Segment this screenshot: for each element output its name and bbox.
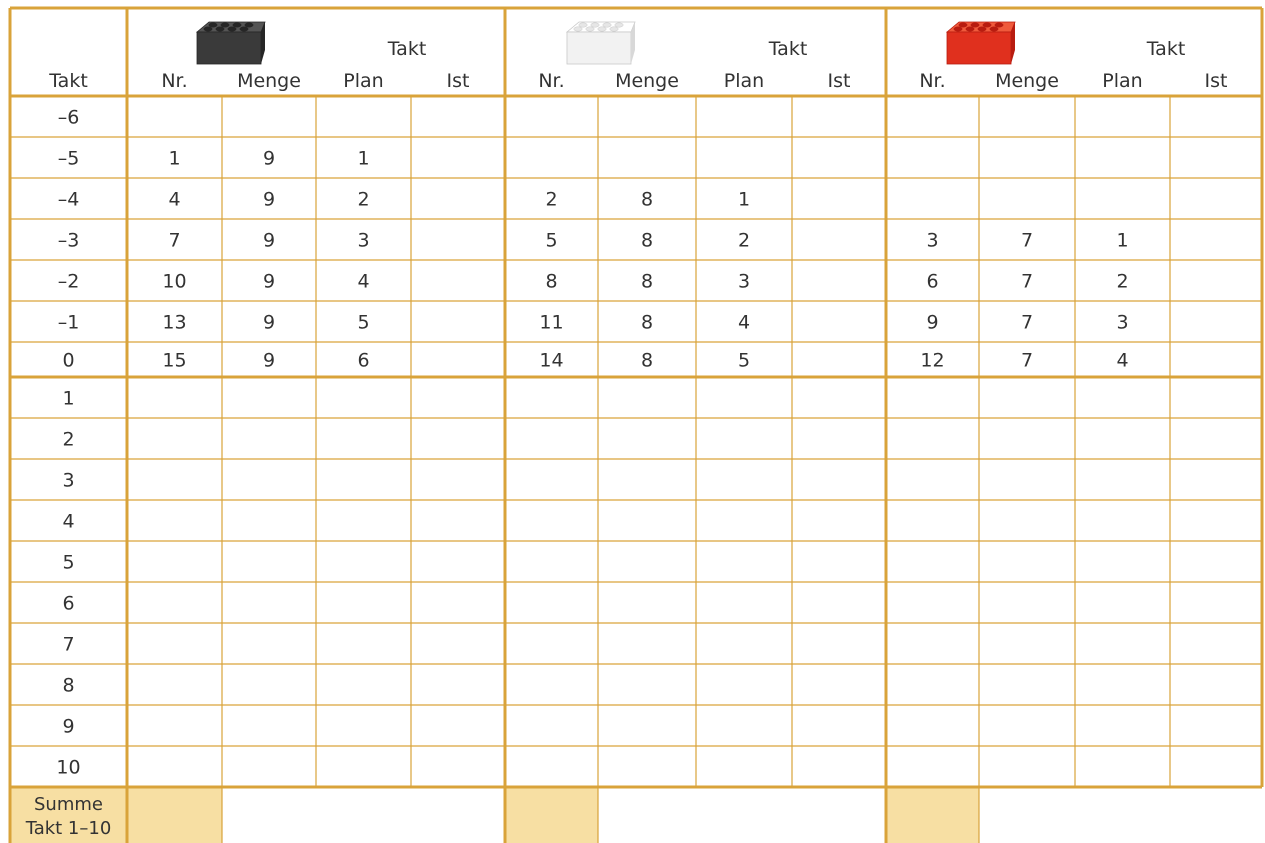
nr-column-header: Nr.: [161, 70, 188, 92]
table-cell: 5: [357, 311, 370, 334]
table-cell: 3: [737, 270, 751, 293]
table-cell: 3: [926, 229, 939, 252]
table-cell: 7: [1020, 270, 1034, 293]
table-cell: 10: [162, 270, 187, 293]
table-cell: 4: [357, 270, 370, 293]
summary-cell: [886, 787, 979, 843]
takt-group-header: Takt: [1146, 38, 1186, 60]
takt-column-header: Takt: [49, 70, 88, 92]
row-takt-label: –5: [57, 147, 80, 170]
table-cell: 4: [168, 188, 181, 211]
table-cell: 9: [262, 270, 276, 293]
table-cell: 4: [737, 311, 751, 334]
plan-column-header: Plan: [723, 70, 765, 92]
nr-column-header: Nr.: [538, 70, 565, 92]
table-cell: 5: [545, 229, 558, 252]
plan-column-header: Plan: [343, 70, 384, 92]
table-cell: 9: [262, 147, 276, 170]
white-brick-icon: [567, 22, 635, 64]
summary-label: Takt 1–10: [25, 818, 112, 839]
table-cell: 6: [357, 349, 370, 372]
takt-group-header: Takt: [387, 38, 427, 60]
table-cell: 8: [640, 349, 654, 372]
menge-column-header: Menge: [995, 70, 1059, 92]
table-cell: 1: [168, 147, 181, 170]
red-brick-icon: [947, 22, 1015, 64]
table-grid: [10, 8, 1262, 843]
row-takt-label: –1: [57, 311, 80, 334]
menge-column-header: Menge: [615, 70, 679, 92]
row-takt-label: 7: [62, 633, 75, 656]
table-cell: 11: [539, 311, 564, 334]
table-cell: 3: [1116, 311, 1129, 334]
table-cell: 4: [1116, 349, 1129, 372]
takt-group-header: Takt: [768, 38, 808, 60]
table-cell: 1: [357, 147, 370, 170]
ist-column-header: Ist: [446, 70, 470, 92]
table-cell: 9: [262, 349, 276, 372]
row-takt-label: 5: [62, 551, 75, 574]
row-takt-label: 2: [62, 428, 75, 451]
table-cell: 7: [1020, 349, 1034, 372]
row-takt-label: –6: [57, 106, 80, 129]
row-takt-label: –4: [57, 188, 80, 211]
menge-column-header: Menge: [237, 70, 301, 92]
plan-column-header: Plan: [1102, 70, 1143, 92]
summary-label: Summe: [34, 794, 103, 815]
table-cell: 9: [262, 229, 276, 252]
table-cell: 7: [168, 229, 181, 252]
row-takt-label: –3: [57, 229, 80, 252]
table-cell: 2: [357, 188, 370, 211]
table-cell: 2: [1116, 270, 1129, 293]
table-cell: 13: [162, 311, 187, 334]
table-cell: 2: [545, 188, 558, 211]
summary-cell: [127, 787, 222, 843]
brick-icons: [197, 22, 1015, 64]
table-cell: 8: [640, 270, 654, 293]
table-cell: 8: [640, 229, 654, 252]
table-cell: 1: [737, 188, 751, 211]
row-takt-label: 0: [62, 349, 75, 372]
table-cell: 3: [357, 229, 370, 252]
ist-column-header: Ist: [827, 70, 851, 92]
row-takt-label: 6: [62, 592, 75, 615]
table-cell: 6: [926, 270, 939, 293]
table-cell: 1: [1116, 229, 1129, 252]
row-takt-label: 9: [62, 715, 75, 738]
summary-row: [10, 787, 979, 843]
table-cell: 15: [162, 349, 187, 372]
table-cell: 7: [1020, 311, 1034, 334]
dark-grey-brick-icon: [197, 22, 265, 64]
table-cell: 12: [920, 349, 945, 372]
table-cell: 9: [262, 311, 276, 334]
table-cell: 8: [545, 270, 558, 293]
table-cell: 14: [539, 349, 564, 372]
row-takt-label: 3: [62, 469, 75, 492]
ist-column-header: Ist: [1204, 70, 1228, 92]
row-takt-label: 8: [62, 674, 75, 697]
nr-column-header: Nr.: [919, 70, 946, 92]
row-takt-label: 4: [62, 510, 75, 533]
row-takt-label: 10: [56, 756, 81, 779]
summary-cell: [505, 787, 598, 843]
table-cell: 7: [1020, 229, 1034, 252]
table-cell: 8: [640, 188, 654, 211]
table-cell: 9: [926, 311, 939, 334]
row-takt-label: –2: [57, 270, 80, 293]
table-cell: 8: [640, 311, 654, 334]
row-takt-label: 1: [62, 387, 75, 410]
table-cell: 9: [262, 188, 276, 211]
table-body: [56, 107, 1128, 779]
table-cell: 5: [737, 349, 751, 372]
table-cell: 2: [737, 229, 751, 252]
